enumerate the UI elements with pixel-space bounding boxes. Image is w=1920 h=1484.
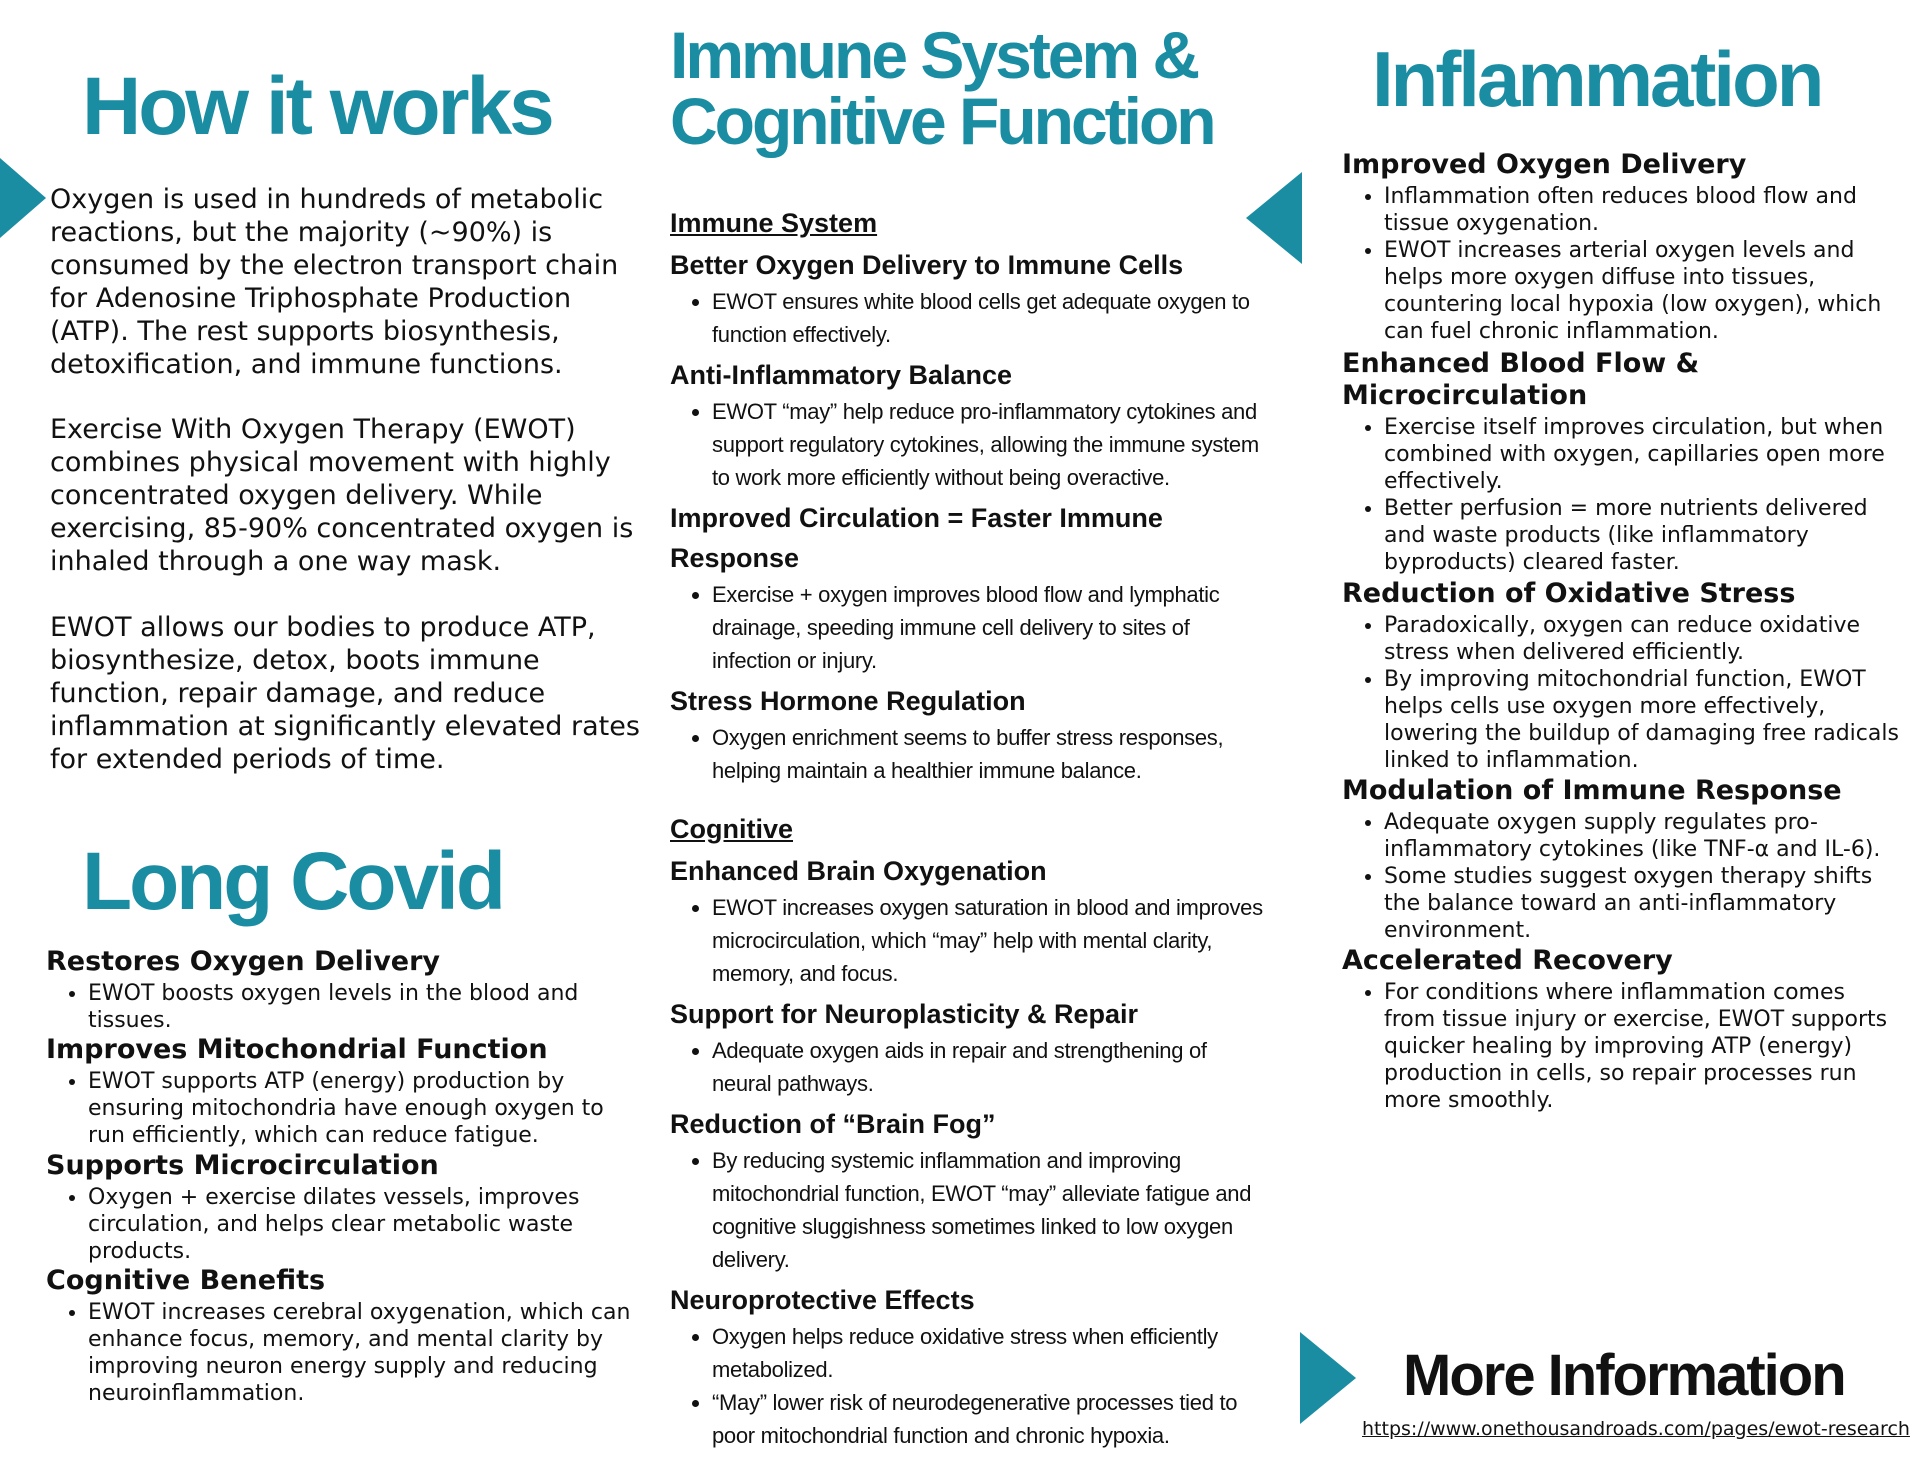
inflammation-section-heading: Reduction of Oxidative Stress bbox=[1342, 578, 1796, 609]
immune-bullet: • EWOT ensures white blood cells get adequate oxygen to function effectively. bbox=[712, 285, 1270, 351]
immune-section bbox=[670, 355, 1270, 494]
inflammation-section bbox=[1342, 348, 1902, 578]
immune-section bbox=[670, 245, 1270, 351]
immune-section-heading: Anti-Inflammatory Balance bbox=[670, 360, 1013, 390]
covid-bullet: • EWOT boosts oxygen levels in the blood and tissues. bbox=[88, 980, 636, 1034]
inflammation-bullet: • For conditions where inflammation comes from tissue injury or exercise, EWOT supports quicker healing by improving ATP (energy) production in cells, so repair processes run more smoothly. bbox=[1384, 979, 1902, 1114]
covid-section-heading: Cognitive Benefits bbox=[46, 1265, 326, 1296]
immune-bullet: • Exercise + oxygen improves blood flow and lymphatic drainage, speeding immune cell delivery to sites of infection or injury. bbox=[712, 578, 1270, 677]
cognitive-bullet: • By reducing systemic inflammation and improving mitochondrial function, EWOT “may” alleviate fatigue and cognitive sluggishness sometimes linked to low oxygen delivery. bbox=[712, 1144, 1270, 1276]
inflammation-bullet: • Better perfusion = more nutrients delivered and waste products (like inflammatory byproducts) cleared faster. bbox=[1384, 495, 1902, 576]
immune-column bbox=[670, 203, 1270, 1456]
immune-cognitive-title bbox=[670, 18, 1214, 158]
more-information-title: More Information bbox=[1403, 1343, 1845, 1408]
cognitive-bullet: • Oxygen helps reduce oxidative stress when efficiently metabolized. bbox=[712, 1320, 1270, 1386]
immune-section-heading: Stress Hormone Regulation bbox=[670, 686, 1026, 716]
how-it-works-paragraph-1: Oxygen is used in hundreds of metabolic reactions, but the majority (~90%) is consumed by the electron transport chain for Adenosine Triphosphate Production (ATP). The rest supports biosynthesis, detoxification, and immune functions. bbox=[50, 184, 619, 380]
covid-section bbox=[46, 1265, 636, 1409]
immune-section-heading: Better Oxygen Delivery to Immune Cells bbox=[670, 250, 1184, 280]
cognitive-bullet: • EWOT increases oxygen saturation in blood and improves microcirculation, which “may” help with mental clarity, memory, and focus. bbox=[712, 891, 1270, 990]
cognitive-section-heading: Enhanced Brain Oxygenation bbox=[670, 856, 1047, 886]
inflammation-section bbox=[1342, 775, 1902, 946]
cognitive-label: Cognitive bbox=[670, 814, 794, 844]
long-covid-title: Long Covid bbox=[82, 836, 503, 927]
immune-system-label: Immune System bbox=[670, 208, 878, 238]
inflammation-bullet: • EWOT increases arterial oxygen levels and helps more oxygen diffuse into tissues, countering local hypoxia (low oxygen), which can fuel chronic inflammation. bbox=[1384, 237, 1902, 345]
inflammation-section-heading: Accelerated Recovery bbox=[1342, 945, 1673, 976]
cognitive-section bbox=[670, 1280, 1270, 1452]
cognitive-section bbox=[670, 1104, 1270, 1276]
inflammation-title: Inflammation bbox=[1372, 35, 1822, 123]
inflammation-bullet: • Exercise itself improves circulation, but when combined with oxygen, capillaries open more effectively. bbox=[1384, 414, 1902, 495]
covid-section bbox=[46, 946, 636, 1036]
arrow-right-icon bbox=[1300, 1332, 1356, 1424]
arrow-right-icon bbox=[0, 158, 46, 238]
inflammation-bullet: • Some studies suggest oxygen therapy shifts the balance toward an anti-inflammatory environment. bbox=[1384, 863, 1902, 944]
inflammation-section-heading: Enhanced Blood Flow & Microcirculation bbox=[1342, 348, 1700, 411]
immune-section bbox=[670, 681, 1270, 787]
covid-bullet: • Oxygen + exercise dilates vessels, improves circulation, and helps clear metabolic waste products. bbox=[88, 1184, 636, 1265]
covid-section-heading: Supports Microcirculation bbox=[46, 1150, 439, 1181]
inflammation-section bbox=[1342, 578, 1902, 776]
inflammation-bullet: • By improving mitochondrial function, EWOT helps cells use oxygen more effectively, lowering the buildup of damaging free radicals linked to inflammation. bbox=[1384, 666, 1902, 774]
how-it-works-title: How it works bbox=[82, 61, 552, 152]
immune-section bbox=[670, 498, 1270, 677]
cognitive-bullet: • Adequate oxygen aids in repair and strengthening of neural pathways. bbox=[712, 1034, 1270, 1100]
covid-section bbox=[46, 1150, 636, 1267]
immune-section-heading: Improved Circulation = Faster Immune Response bbox=[670, 503, 1163, 573]
research-link[interactable]: https://www.onethousandroads.com/pages/ewot-research bbox=[1362, 1418, 1910, 1440]
inflammation-section-heading: Improved Oxygen Delivery bbox=[1342, 149, 1747, 180]
how-it-works-paragraph-2: Exercise With Oxygen Therapy (EWOT) combines physical movement with highly concentrated oxygen delivery. While exercising, 85-90% concentrated oxygen is inhaled through a one way mask. bbox=[50, 414, 634, 577]
immune-bullet: • Oxygen enrichment seems to buffer stress responses, helping maintain a healthier immune balance. bbox=[712, 721, 1270, 787]
inflammation-bullet: • Inflammation often reduces blood flow and tissue oxygenation. bbox=[1384, 183, 1902, 237]
inflammation-section bbox=[1342, 945, 1902, 1116]
immune-bullet: • EWOT “may” help reduce pro-inflammatory cytokines and support regulatory cytokines, allowing the immune system to work more efficiently without being overactive. bbox=[712, 395, 1270, 494]
inflammation-section bbox=[1342, 149, 1902, 347]
covid-bullet: • EWOT supports ATP (energy) production by ensuring mitochondria have enough oxygen to run efficiently, which can reduce fatigue. bbox=[88, 1068, 636, 1149]
cognitive-section-heading: Reduction of “Brain Fog” bbox=[670, 1109, 996, 1139]
cognitive-section bbox=[670, 994, 1270, 1100]
inflammation-bullet: • Adequate oxygen supply regulates pro-inflammatory cytokines (like TNF-α and IL-6). bbox=[1384, 809, 1902, 863]
immune-title-line-1: Immune System & bbox=[670, 18, 1198, 92]
cognitive-section-heading: Support for Neuroplasticity & Repair bbox=[670, 999, 1139, 1029]
covid-section-heading: Restores Oxygen Delivery bbox=[46, 946, 441, 977]
inflammation-bullet: • Paradoxically, oxygen can reduce oxidative stress when delivered efficiently. bbox=[1384, 612, 1902, 666]
cognitive-section bbox=[670, 851, 1270, 990]
covid-section bbox=[46, 1034, 636, 1151]
cognitive-bullet: • “May” lower risk of neurodegenerative processes tied to poor mitochondrial function and chronic hypoxia. bbox=[712, 1386, 1270, 1452]
inflammation-section-heading: Modulation of Immune Response bbox=[1342, 775, 1842, 806]
covid-bullet: • EWOT increases cerebral oxygenation, which can enhance focus, memory, and mental clarity by improving neuron energy supply and reducing neuroinflammation. bbox=[88, 1299, 636, 1407]
immune-title-line-2: Cognitive Function bbox=[670, 84, 1214, 158]
cognitive-section-heading: Neuroprotective Effects bbox=[670, 1285, 975, 1315]
covid-section-heading: Improves Mitochondrial Function bbox=[46, 1034, 548, 1065]
how-it-works-paragraph-3: EWOT allows our bodies to produce ATP, biosynthesize, detox, boots immune function, repair damage, and reduce inflammation at significantly elevated rates for extended periods of time. bbox=[50, 612, 640, 775]
